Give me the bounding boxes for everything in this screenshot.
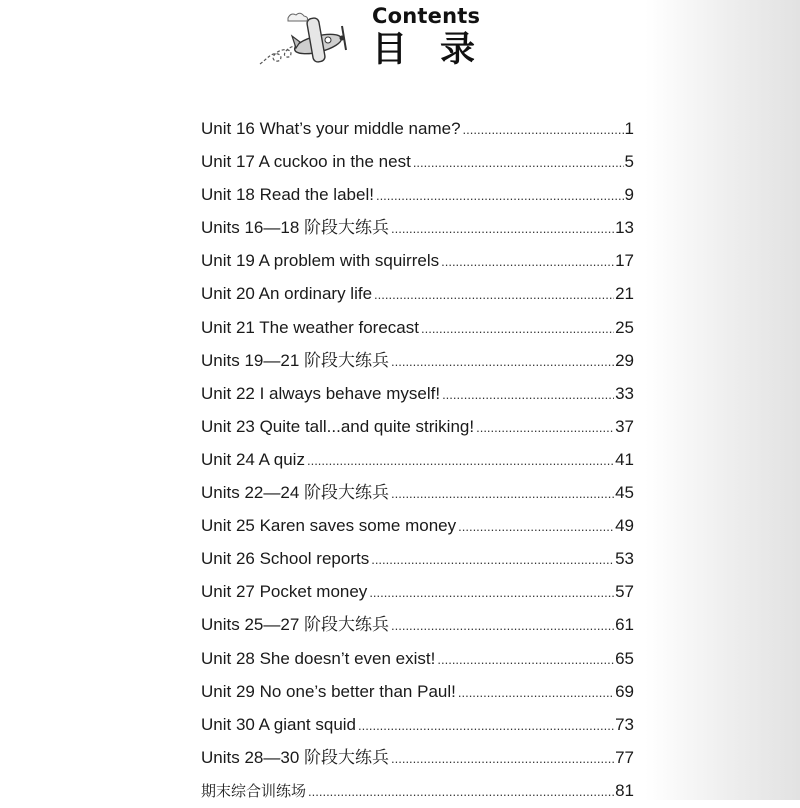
toc-entry-title: Units 16—18 阶段大练兵 bbox=[201, 218, 389, 238]
toc-entry bbox=[201, 642, 634, 675]
toc-entry-page-number: 5 bbox=[624, 152, 634, 172]
toc-entry bbox=[201, 112, 634, 145]
toc-entry bbox=[201, 211, 634, 244]
toc-entry-page-number: 25 bbox=[615, 317, 634, 337]
toc-entry bbox=[201, 145, 634, 178]
toc-entry-page-number: 69 bbox=[615, 681, 634, 701]
toc-entry bbox=[201, 377, 634, 410]
table-of-contents bbox=[201, 112, 634, 807]
toc-entry-title: Unit 16 What’s your middle name? bbox=[201, 119, 461, 138]
toc-entry bbox=[201, 277, 634, 310]
toc-entry bbox=[201, 509, 634, 542]
dot-leader bbox=[369, 576, 614, 609]
toc-entry-title: Units 19—21 阶段大练兵 bbox=[201, 350, 389, 370]
toc-entry-title: Unit 20 An ordinary life bbox=[201, 284, 373, 304]
dot-leader bbox=[391, 609, 614, 642]
toc-entry-title: Unit 29 No one’s better than Paul! bbox=[201, 681, 456, 701]
toc-entry bbox=[201, 178, 634, 211]
toc-entry-page-number: 81 bbox=[615, 780, 634, 800]
toc-entry-page-number: 57 bbox=[615, 582, 634, 602]
toc-entry bbox=[201, 476, 634, 509]
dot-leader bbox=[391, 477, 614, 510]
toc-entry-title: Unit 26 School reports bbox=[201, 549, 370, 569]
toc-entry-title: Unit 21 The weather forecast bbox=[201, 317, 419, 337]
toc-entry bbox=[201, 608, 634, 641]
toc-entry bbox=[201, 311, 634, 344]
dot-leader bbox=[376, 179, 624, 212]
toc-entry-title: 期末综合训练场 bbox=[201, 782, 307, 800]
toc-entry bbox=[201, 244, 634, 277]
dot-leader bbox=[458, 510, 614, 543]
toc-entry-page-number: 41 bbox=[615, 449, 634, 469]
toc-entry-title: Unit 18 Read the label! bbox=[201, 185, 374, 205]
toc-entry-page-number: 1 bbox=[624, 119, 634, 138]
toc-entry bbox=[201, 708, 634, 741]
toc-entry-title: Unit 19 A problem with squirrels bbox=[201, 251, 440, 271]
toc-entry-page-number: 65 bbox=[615, 648, 634, 668]
toc-entry-title: Unit 22 I always behave myself! bbox=[201, 383, 441, 403]
toc-entry-title: Unit 27 Pocket money bbox=[201, 582, 368, 602]
toc-entry-page-number: 9 bbox=[624, 185, 634, 205]
toc-entry-page-number: 61 bbox=[615, 615, 634, 635]
title-english: Contents bbox=[372, 4, 481, 28]
toc-entry-title: Unit 28 She doesn’t even exist! bbox=[201, 648, 436, 668]
toc-entry-page-number: 73 bbox=[615, 714, 634, 734]
toc-entry bbox=[201, 410, 634, 443]
airplane-icon bbox=[258, 8, 350, 70]
toc-entry bbox=[201, 675, 634, 708]
toc-entry-title: Unit 30 A giant squid bbox=[201, 714, 357, 734]
toc-entry bbox=[201, 344, 634, 377]
toc-entry-page-number: 53 bbox=[615, 549, 634, 569]
dot-leader bbox=[441, 245, 614, 278]
dot-leader bbox=[391, 212, 614, 245]
toc-entry-page-number: 17 bbox=[615, 251, 634, 271]
toc-entry-page-number: 37 bbox=[615, 416, 634, 436]
toc-entry-title: Unit 23 Quite tall...and quite striking! bbox=[201, 416, 475, 436]
toc-entry-page-number: 45 bbox=[615, 483, 634, 503]
toc-entry-page-number: 77 bbox=[615, 747, 634, 767]
toc-entry-title: Units 22—24 阶段大练兵 bbox=[201, 483, 389, 503]
dot-leader bbox=[374, 278, 614, 311]
toc-entry-title: Unit 17 A cuckoo in the nest bbox=[201, 152, 411, 172]
dot-leader bbox=[442, 378, 614, 411]
title-chinese: 目录 bbox=[372, 30, 509, 70]
dot-leader bbox=[476, 411, 614, 444]
dot-leader bbox=[358, 709, 614, 742]
dot-leader bbox=[458, 676, 614, 709]
dot-leader bbox=[421, 312, 614, 345]
toc-entry-page-number: 49 bbox=[615, 516, 634, 536]
dot-leader bbox=[391, 742, 614, 775]
toc-entry bbox=[201, 542, 634, 575]
dot-leader bbox=[308, 775, 614, 808]
page-edge-shadow bbox=[645, 0, 800, 800]
toc-entry bbox=[201, 575, 634, 608]
toc-entry-title: Unit 25 Karen saves some money bbox=[201, 516, 457, 536]
toc-entry-title: Units 28—30 阶段大练兵 bbox=[201, 747, 389, 767]
dot-leader bbox=[307, 444, 614, 477]
toc-entry-title: Units 25—27 阶段大练兵 bbox=[201, 615, 389, 635]
contents-header bbox=[0, 0, 800, 100]
dot-leader bbox=[413, 146, 624, 179]
toc-entry-page-number: 29 bbox=[615, 350, 634, 370]
toc-entry-page-number: 21 bbox=[615, 284, 634, 304]
toc-entry bbox=[201, 741, 634, 774]
toc-entry-title: Unit 24 A quiz bbox=[201, 449, 305, 469]
dot-leader bbox=[391, 345, 614, 378]
dot-leader bbox=[437, 643, 614, 676]
dot-leader bbox=[463, 113, 624, 146]
toc-entry-page-number: 33 bbox=[615, 383, 634, 403]
dot-leader bbox=[371, 543, 614, 576]
toc-entry-page-number: 13 bbox=[615, 218, 634, 238]
toc-entry bbox=[201, 443, 634, 476]
toc-entry bbox=[201, 774, 634, 807]
